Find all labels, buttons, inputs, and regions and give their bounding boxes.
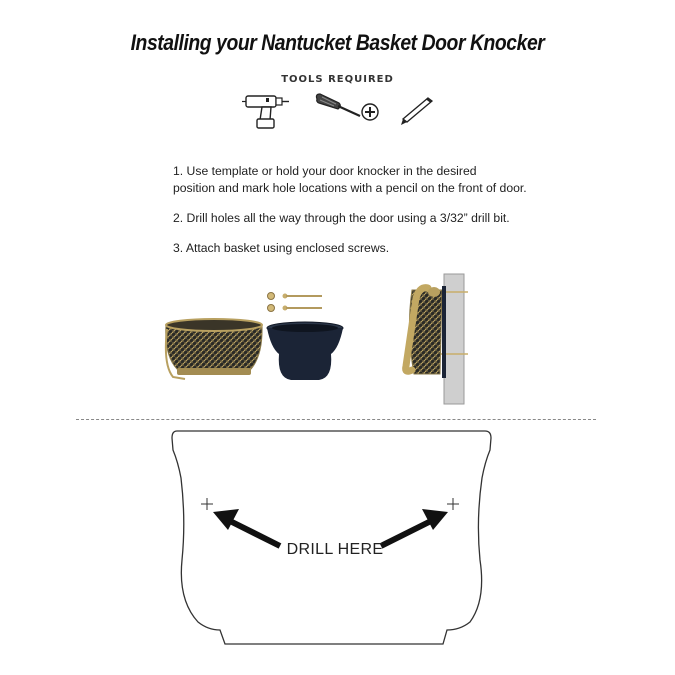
page-title: Installing your Nantucket Basket Door Knocker: [130, 30, 545, 55]
step-1-line-2: position and mark hole locations with a pencil on the front of door.: [173, 181, 527, 195]
drill-here-label: DRILL HERE: [286, 541, 384, 558]
step-1-line-1: 1. Use template or hold your door knocker in the desired: [173, 164, 477, 178]
tools-heading: TOOLS REQUIRED: [281, 74, 394, 85]
template-outline: [172, 431, 491, 644]
step-3: 3. Attach basket using enclosed screws.: [173, 241, 390, 255]
step-2: 2. Drill holes all the way through the door using a 3/32” drill bit.: [173, 211, 510, 225]
